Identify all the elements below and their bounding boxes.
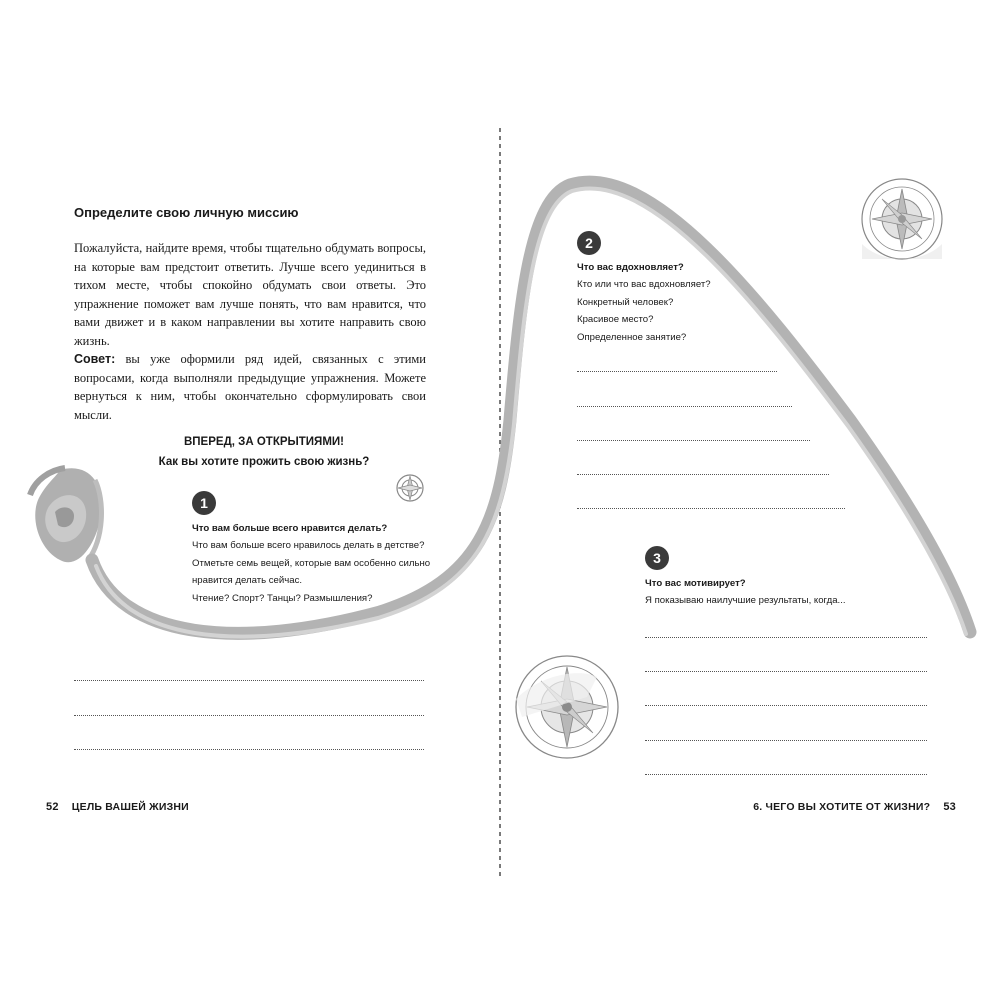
page-number-left: 52: [46, 801, 59, 813]
question-item: Что вас мотивирует?: [645, 578, 746, 589]
running-title-left: ЦЕЛЬ ВАШЕЙ ЖИЗНИ: [71, 801, 189, 813]
question-item: Что вам больше всего нравилось делать в детстве?: [192, 540, 425, 552]
compass-bottom-icon: [516, 656, 618, 758]
small-compass-icon: [397, 475, 423, 501]
question-item: Кто или что вас вдохновляет?: [577, 279, 711, 291]
answer-line[interactable]: [645, 637, 927, 638]
question-item: нравится делать сейчас.: [192, 575, 303, 587]
answer-line[interactable]: [74, 715, 424, 716]
answer-line[interactable]: [577, 474, 829, 475]
step-3-badge: 3: [645, 546, 669, 570]
tip-label: Совет:: [74, 352, 116, 366]
section-2-questions: [577, 259, 711, 346]
answer-line[interactable]: [577, 440, 810, 441]
question-item: Я показываю наилучшие результаты, когда...: [645, 595, 846, 607]
compass-top-right-icon: [862, 179, 942, 259]
section-title: ВПЕРЕД, ЗА ОТКРЫТИЯМИ!: [183, 436, 345, 448]
tip-paragraph: [74, 350, 426, 424]
tip-text: вы уже оформили ряд идей, связанных с этими вопросами, когда выполняли предыдущие упражнения. Можете вернуться к ним, чтобы окончательно сформулировать свои мысли.: [74, 352, 426, 422]
question-item: Чтение? Спорт? Танцы? Размышления?: [192, 592, 373, 604]
answer-line[interactable]: [645, 705, 927, 706]
step-2-badge: 2: [577, 231, 601, 255]
answer-line[interactable]: [645, 740, 927, 741]
question-item: Отметьте семь вещей, которые вам особенно сильно: [192, 557, 431, 569]
section-3-questions: [645, 575, 846, 610]
section-1-questions: [192, 520, 430, 607]
page-number-right: 53: [943, 801, 956, 813]
answer-line[interactable]: [577, 371, 777, 372]
section-subtitle: Как вы хотите прожить свою жизнь?: [158, 456, 370, 468]
step-1-badge: 1: [192, 491, 216, 515]
intro-paragraph: Пожалуйста, найдите время, чтобы тщательно обдумать вопросы, на которые вам предстоит ответить. Лучше всего уединиться в тихом месте, чтобы спокойно обдумать свои ответы. Это упражнение поможет вам лучше понять, что вам нравится, что вами движет и в каком направлении вы хотите направить свою жизнь.: [74, 241, 426, 348]
question-item: Конкретный человек?: [577, 296, 674, 308]
question-item: Определенное занятие?: [577, 331, 687, 343]
answer-line[interactable]: [577, 406, 792, 407]
running-title-right: 6. ЧЕГО ВЫ ХОТИТЕ ОТ ЖИЗНИ?: [753, 801, 931, 813]
answer-line[interactable]: [645, 774, 927, 775]
answer-line[interactable]: [645, 671, 927, 672]
right-footer: [753, 801, 956, 813]
question-item: Что вас вдохновляет?: [577, 262, 684, 273]
answer-line[interactable]: [74, 749, 424, 750]
answer-line[interactable]: [74, 680, 424, 681]
question-item: Что вам больше всего нравится делать?: [192, 523, 388, 534]
question-item: Красивое место?: [577, 314, 654, 326]
page-heading: Определите свою личную миссию: [74, 205, 299, 220]
left-footer: [46, 801, 189, 813]
swirl-brush: [30, 468, 102, 562]
answer-line[interactable]: [577, 508, 845, 509]
